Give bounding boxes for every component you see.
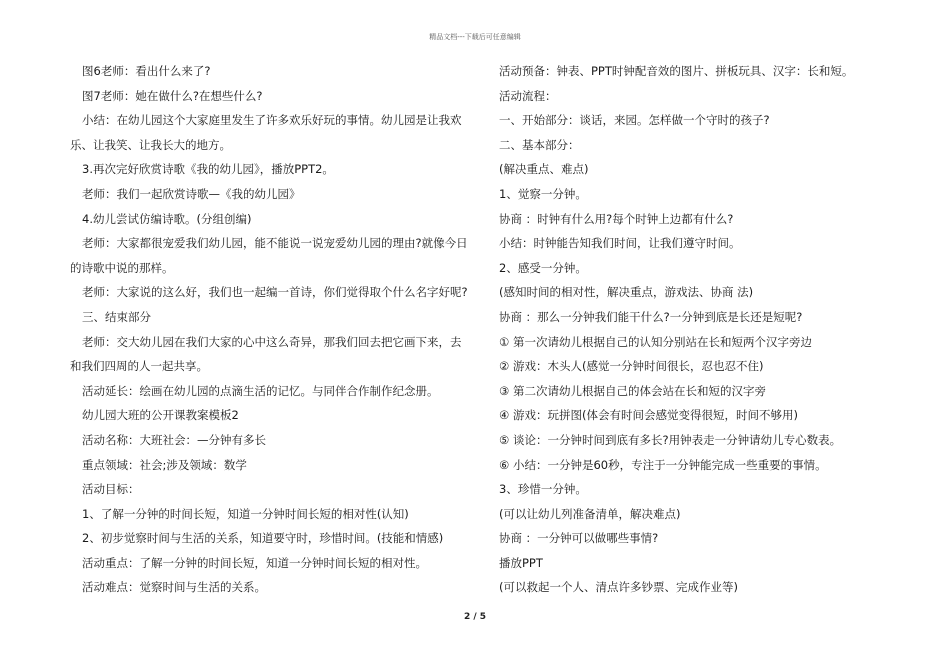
text-line: 图6老师：看出什么来了? (82, 64, 211, 78)
text-line: 图7老师：她在做什么?在想些什么? (82, 88, 263, 103)
text-line: (解决重点、难点) (499, 162, 589, 177)
text-line: 活动流程： (499, 88, 557, 103)
text-line: 三、结束部分 (82, 309, 151, 324)
text-line: 乐、让我笑、让我长大的地方。 (70, 137, 231, 152)
text-line: 4.幼儿尝试仿编诗歌。(分组创编) (82, 211, 252, 226)
text-line: 活动目标： (82, 482, 140, 497)
left-column (70, 59, 468, 600)
text-line: 播放PPT (499, 555, 543, 570)
text-line: 2、初步觉察时间与生活的关系，知道要守时，珍惜时间。(技能和情感) (82, 531, 444, 546)
text-line: ③ 第二次请幼儿根据自己的体会站在长和短的汉字旁 (499, 383, 766, 398)
text-line: 幼儿园大班的公开课教案模板2 (82, 408, 239, 423)
text-line: ④ 游戏：玩拼图(体会有时间会感觉变得很短，时间不够用) (499, 408, 798, 423)
text-line: (可以让幼儿列准备清单，解决难点) (499, 506, 681, 521)
text-line: 协商 ：那么一分钟我们能干什么?一分钟到底是长还是短呢? (499, 309, 803, 324)
text-line: ⑤ 谈论：一分钟时间到底有多长?用钟表走一分钟请幼儿专心数表。 (499, 432, 842, 447)
text-line: 活动预备：钟表、PPT时钟配音效的图片、拼板玩具、汉字：长和短。 (499, 64, 854, 78)
text-line: 2、感受一分钟。 (499, 260, 587, 275)
text-line: ⑥ 小结：一分钟是60秒，专注于一分钟能完成一些重要的事情。 (499, 457, 827, 472)
text-line: 老师：交大幼儿园在我们大家的心中这么奇异，那我们回去把它画下来，去 (82, 334, 462, 349)
text-line: 老师：我们一起欣赏诗歌—《我的幼儿园》 (82, 186, 301, 201)
text-line: 一、开始部分：谈话，来园。怎样做一个守时的孩子? (499, 113, 770, 128)
text-line: 1、觉察一分钟。 (499, 186, 587, 201)
text-line: 活动难点：觉察时间与生活的关系。 (82, 580, 266, 595)
text-line: 活动延长：绘画在幼儿园的点滴生活的记忆。与同伴合作制作纪念册。 (82, 383, 439, 398)
text-line: 协商 ：时钟有什么用?每个时钟上边都有什么? (499, 211, 734, 226)
text-line: 重点领域：社会;涉及领域：数学 (82, 457, 247, 472)
text-line: (感知时间的相对性，解决重点，游戏法、协商 法) (499, 285, 754, 300)
text-line: ② 游戏：木头人(感觉一分钟时间很长，忍也忍不住) (499, 359, 764, 374)
page-number: 2 / 5 (463, 612, 487, 622)
text-line: 协商 ：一分钟可以做哪些事情? (499, 531, 659, 546)
page-header: 精品文档---下载后可任意编辑 (429, 33, 521, 41)
text-line: 和我们四周的人一起共享。 (70, 359, 208, 374)
text-line: (可以救起一个人、清点许多钞票、完成作业等) (499, 580, 738, 595)
text-line: 老师：大家说的这么好，我们也一起编一首诗，你们觉得取个什么名字好呢? (82, 285, 468, 300)
text-line: 3.再次完好欣赏诗歌《我的幼儿园》，播放PPT2。 (82, 162, 334, 177)
text-line: ① 第一次请幼儿根据自己的认知分别站在长和短两个汉字旁边 (499, 334, 812, 349)
text-line: 活动重点：了解一分钟的时间长短，知道一分钟时间长短的相对性。 (82, 555, 427, 570)
text-line: 二、基本部分： (499, 137, 580, 152)
right-column (499, 59, 894, 600)
text-line: 小结：时钟能告知我们时间，让我们遵守时间。 (499, 236, 741, 251)
text-line: 1、了解一分钟的时间长短，知道一分钟时间长短的相对性(认知) (82, 506, 409, 521)
text-line: 老师：大家都很宠爱我们幼儿园，能不能说一说宠爱幼儿园的理由?就像今日 (82, 236, 468, 251)
text-line: 3、珍惜一分钟。 (499, 482, 587, 497)
text-line: 小结：在幼儿园这个大家庭里发生了许多欢乐好玩的事情。幼儿园是让我欢 (82, 113, 462, 128)
text-line: 活动名称：大班社会：—分钟有多长 (82, 432, 266, 447)
text-line: 的诗歌中说的那样。 (70, 260, 174, 275)
